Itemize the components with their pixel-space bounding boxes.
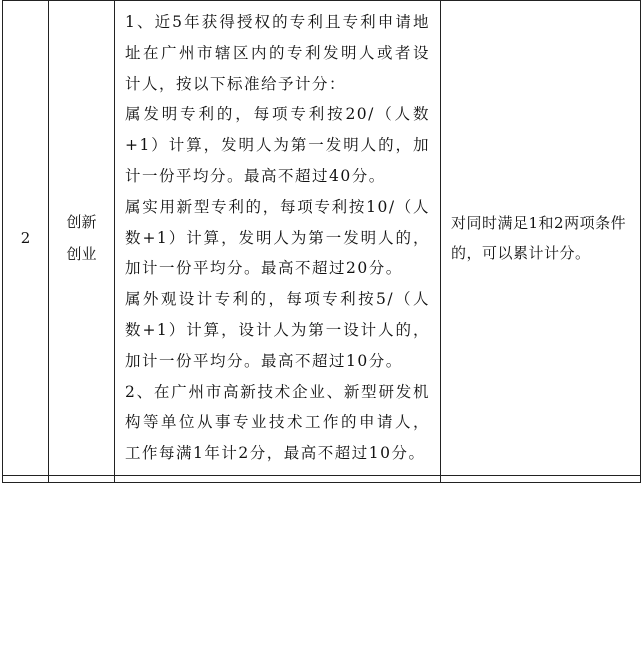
item-number: 2 [3, 1, 49, 476]
scoring-table [2, 0, 641, 483]
table-row-partial [3, 475, 641, 482]
content-paragraph-3: 属实用新型专利的，每项专利按10/（人数+1）计算，发明人为第一发明人的，加计一份平均分。最高不超过20分。 [125, 197, 430, 278]
content-paragraph-1: 1、近5年获得授权的专利且专利申请地址在广州市辖区内的专利发明人或者设计人，按以下标准给予计分： [125, 13, 430, 93]
content-paragraph-5: 2、在广州市高新技术企业、新型研发机构等单位从事专业技术工作的申请人，工作每满1年计2分，最高不超过10分。 [125, 382, 430, 463]
content-paragraph-2: 属发明专利的，每项专利按20/（人数+1）计算，发明人为第一发明人的，加计一份平均分。最高不超过40分。 [125, 105, 430, 185]
partial-cell-2 [49, 475, 115, 482]
item-category: 创新创业 [66, 212, 97, 263]
partial-cell-1 [3, 475, 49, 482]
item-category-cell [49, 1, 115, 476]
item-note: 对同时满足1和2两项条件的，可以累计计分。 [441, 1, 641, 476]
partial-cell-4 [441, 475, 641, 482]
partial-cell-3 [115, 475, 441, 482]
content-paragraph-4: 属外观设计专利的，每项专利按5/（人数+1）计算，设计人为第一设计人的，加计一份平均分。最高不超过10分。 [125, 290, 430, 370]
table-row [3, 1, 641, 476]
item-content [115, 1, 441, 476]
